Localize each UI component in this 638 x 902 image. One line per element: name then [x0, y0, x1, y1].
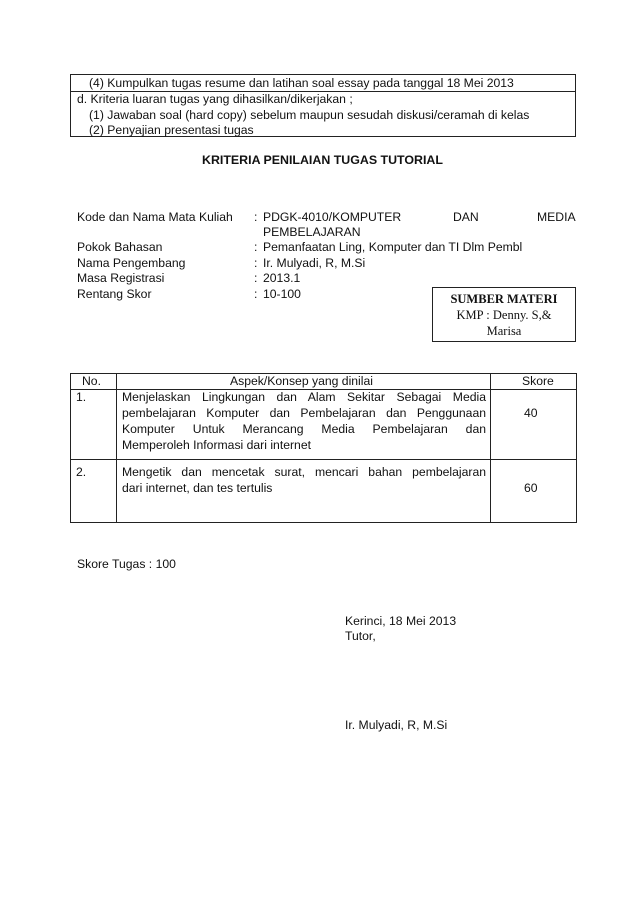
row-2-aspek-line: Mengetik dan mencetak surat, mencari bahan pembelajaran [122, 465, 486, 479]
rentang-colon: : [254, 287, 258, 301]
signature-role: Tutor, [345, 629, 376, 643]
skore-tugas: Skore Tugas : 100 [77, 557, 176, 571]
kode-value-line2: PEMBELAJARAN [263, 225, 361, 239]
nama-label: Nama Pengembang [77, 256, 186, 270]
nama-colon: : [254, 256, 258, 270]
task-instructions-box [70, 74, 576, 137]
row-1-skore: 40 [524, 406, 538, 420]
rentang-value: 10-100 [263, 287, 301, 301]
kode-value-part3: MEDIA [537, 210, 576, 224]
row-1-no: 1. [76, 390, 87, 404]
masa-colon: : [254, 271, 258, 285]
sumber-materi-box [432, 287, 576, 342]
row-divider [71, 459, 576, 460]
pokok-value: Pemanfaatan Ling, Komputer dan TI Dlm Pembl [263, 240, 523, 254]
masa-label: Masa Registrasi [77, 271, 165, 285]
row-2-no: 2. [76, 465, 87, 479]
sumber-title: SUMBER MATERI [450, 292, 558, 306]
header-aspek: Aspek/Konsep yang dinilai [230, 374, 373, 388]
kode-label: Kode dan Nama Mata Kuliah [77, 210, 233, 224]
row-1-aspek-line: pembelajaran Komputer dan Pembelajaran dan Penggunaan [122, 406, 486, 420]
sumber-line-1: KMP : Denny. S,& [456, 308, 552, 322]
signature-name: Ir. Mulyadi, R, M.Si [345, 718, 448, 732]
row-1-aspek-line: Menjelaskan Lingkungan dan Alam Sekitar Sebagai Media [122, 390, 486, 404]
pokok-colon: : [254, 240, 258, 254]
criteria-item-2: (2) Penyajian presentasi tugas [89, 123, 254, 137]
pokok-label: Pokok Bahasan [77, 240, 163, 254]
column-divider [116, 374, 117, 522]
header-skore: Skore [522, 374, 554, 388]
row-2-skore: 60 [524, 481, 538, 495]
instruction-line-4: (4) Kumpulkan tugas resume dan latihan soal essay pada tanggal 18 Mei 2013 [89, 76, 514, 90]
criteria-heading: d. Kriteria luaran tugas yang dihasilkan/dikerjakan ; [77, 92, 353, 106]
row-1-aspek-line: Komputer Untuk Merancang Media Pembelajaran dan [122, 422, 486, 436]
column-divider [490, 374, 491, 522]
page-title: KRITERIA PENILAIAN TUGAS TUTORIAL [202, 153, 443, 167]
kode-colon: : [254, 210, 258, 224]
criteria-item-1: (1) Jawaban soal (hard copy) sebelum maupun sesudah diskusi/ceramah di kelas [89, 108, 530, 122]
masa-value: 2013.1 [263, 271, 301, 285]
nama-value: Ir. Mulyadi, R, M.Si [263, 256, 366, 270]
sumber-line-2: Marisa [486, 324, 522, 338]
row-1-aspek-line: Memperoleh Informasi dari internet [122, 438, 311, 452]
signature-place-date: Kerinci, 18 Mei 2013 [345, 614, 457, 628]
row-2-aspek-line: dari internet, dan tes tertulis [122, 481, 273, 495]
header-no: No. [82, 374, 101, 388]
kode-value-part1: PDGK-4010/KOMPUTER [263, 210, 402, 224]
kode-value-part2: DAN [453, 210, 479, 224]
row-2-aspek [122, 464, 486, 496]
rentang-label: Rentang Skor [77, 287, 152, 301]
row-1-aspek [122, 389, 486, 453]
